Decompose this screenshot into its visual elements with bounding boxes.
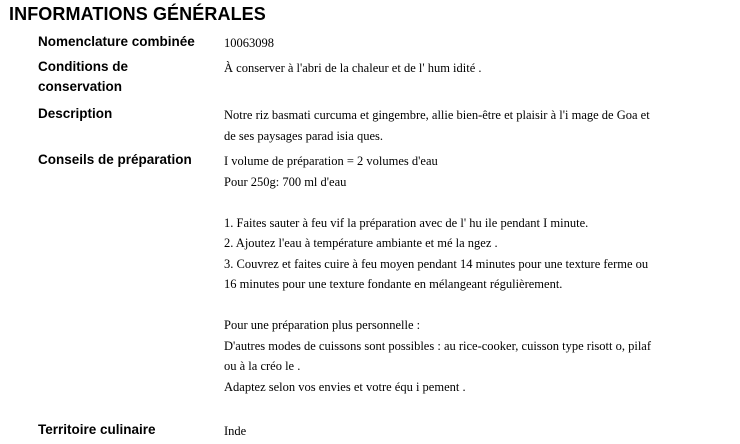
territoire-text: Inde: [224, 424, 247, 438]
label-territoire: Territoire culinaire: [38, 422, 156, 437]
label-conditions-line2: conservation: [38, 79, 123, 94]
conseils-step3-line2: 16 minutes pour une texture fondante en mélangeant régulièrement.: [224, 277, 563, 291]
value-conseils: [224, 151, 724, 397]
label-description: Description: [38, 106, 113, 121]
label-nomenclature: Nomenclature combinée: [38, 34, 195, 49]
conditions-text: À conserver à l'abri de la chaleur et de l' hum idité .: [224, 61, 482, 75]
value-conditions: [224, 58, 724, 79]
conseils-modes-line2: ou à la créo le .: [224, 359, 301, 373]
description-line2: de ses paysages parad isia ques.: [224, 128, 383, 143]
description-line1: Notre riz basmati curcuma et gingembre, allie bien-être et plaisir à l'i mage de Goa et: [224, 108, 650, 122]
conseils-step1: 1. Faites sauter à feu vif la préparation avec de l' hu ile pendant I minute.: [224, 215, 589, 230]
label-conditions-line1: Conditions de: [38, 59, 128, 74]
nomenclature-code: 10063098: [224, 36, 274, 50]
spacer: [224, 295, 724, 316]
conseils-adapt: Adaptez selon vos envies et votre équ i pement .: [224, 379, 466, 394]
label-conditions: [38, 57, 213, 97]
label-conseils: Conseils de préparation: [38, 152, 192, 167]
spacer: [224, 192, 724, 213]
value-description: [224, 105, 724, 146]
section-title: INFORMATIONS GÉNÉRALES: [9, 4, 266, 24]
value-nomenclature: [224, 33, 724, 54]
conseils-modes-line1: D'autres modes de cuissons sont possibles : au rice-cooker, cuisson type risott o, pilaf: [224, 338, 652, 353]
conseils-perso-intro: Pour une préparation plus personnelle :: [224, 318, 421, 332]
conseils-ratio: I volume de préparation = 2 volumes d'eau: [224, 154, 438, 168]
conseils-step3-line1: 3. Couvrez et faites cuire à feu moyen pendant 14 minutes pour une texture ferme ou: [224, 256, 649, 271]
conseils-step2: 2. Ajoutez l'eau à température ambiante et mé la ngez .: [224, 236, 498, 250]
value-territoire: [224, 421, 724, 442]
conseils-quantity: Pour 250g: 700 ml d'eau: [224, 174, 347, 189]
